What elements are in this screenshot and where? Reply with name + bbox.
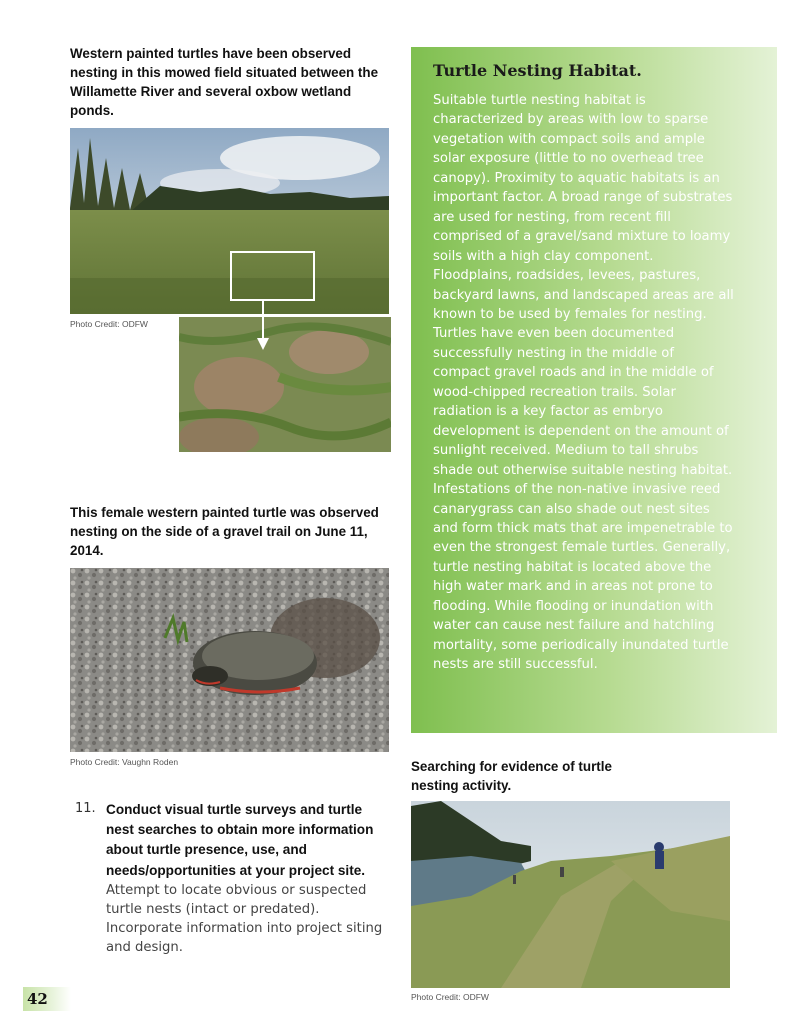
field-photo-credit: Photo Credit: ODFW xyxy=(70,319,148,329)
turtle-photo-caption: This female western painted turtle was observed nesting on the side of a gravel trail on June 11, 2014. xyxy=(70,505,379,558)
turtle-photo xyxy=(70,568,389,752)
search-photo-credit: Photo Credit: ODFW xyxy=(411,992,489,1002)
search-photo xyxy=(411,801,730,988)
arrow-down-icon xyxy=(255,300,271,352)
list-item-number: 11. xyxy=(75,801,96,816)
nest-inset-photo xyxy=(177,315,391,452)
list-item-11-rest: Attempt to locate obvious or suspected turtle nests (intact or predated). Incorporate information into project siting and design. xyxy=(106,882,383,956)
list-item-11 xyxy=(106,800,388,958)
turtle-photo-credit: Photo Credit: Vaughn Roden xyxy=(70,757,179,767)
sidebar-body: Suitable turtle nesting habitat is characterized by areas with low to sparse vegetation with compact soils and ample solar exposure (little to no overhead tree canopy). Proximity to aquatic habitats is an important factor. A broad range of substrates are used for nesting, from recent fill comprised of a gravel/sand mixture to loamy soils with a high clay component. Floodplains, roadsides, levees, pastures, backyard lawns, and landscaped areas are all known to be used by females for nesting. Turtles have even been documented successfully nesting in the middle of compact gravel roads and in the middle of wood-chipped recreation trails. Solar radiation is a key factor as embryo development is dependent on the amount of sunlight received. Medium to tall shrubs shade out otherwise suitable nesting habitat. Infestations of the non-native invasive reed canarygrass can also shade out nest sites and form thick mats that are impenetrable to even the strongest female turtles. Generally, turtle nesting habitat is located above the high water mark and in areas not prone to flooding. While flooding or inundation with water can cause nest failure and hatchling mortality, some periodically inundated turtle nests are still successful. xyxy=(433,93,734,673)
list-item-11-bold: Conduct visual turtle surveys and turtle nest searches to obtain more information about turtle presence, use, and needs/opportunities at your project site. xyxy=(106,802,374,878)
nesting-habitat-sidebar xyxy=(411,47,777,733)
search-photo-caption: Searching for evidence of turtle nesting activity. xyxy=(411,759,612,793)
sidebar-title: Turtle Nesting Habitat. xyxy=(433,61,642,80)
page-number-tab xyxy=(23,987,71,1011)
field-photo-caption: Western painted turtles have been observed nesting in this mowed field situated between the Willamette River and several oxbow wetland ponds. xyxy=(70,46,379,118)
field-photo xyxy=(70,128,389,314)
page-number: 42 xyxy=(27,990,48,1008)
